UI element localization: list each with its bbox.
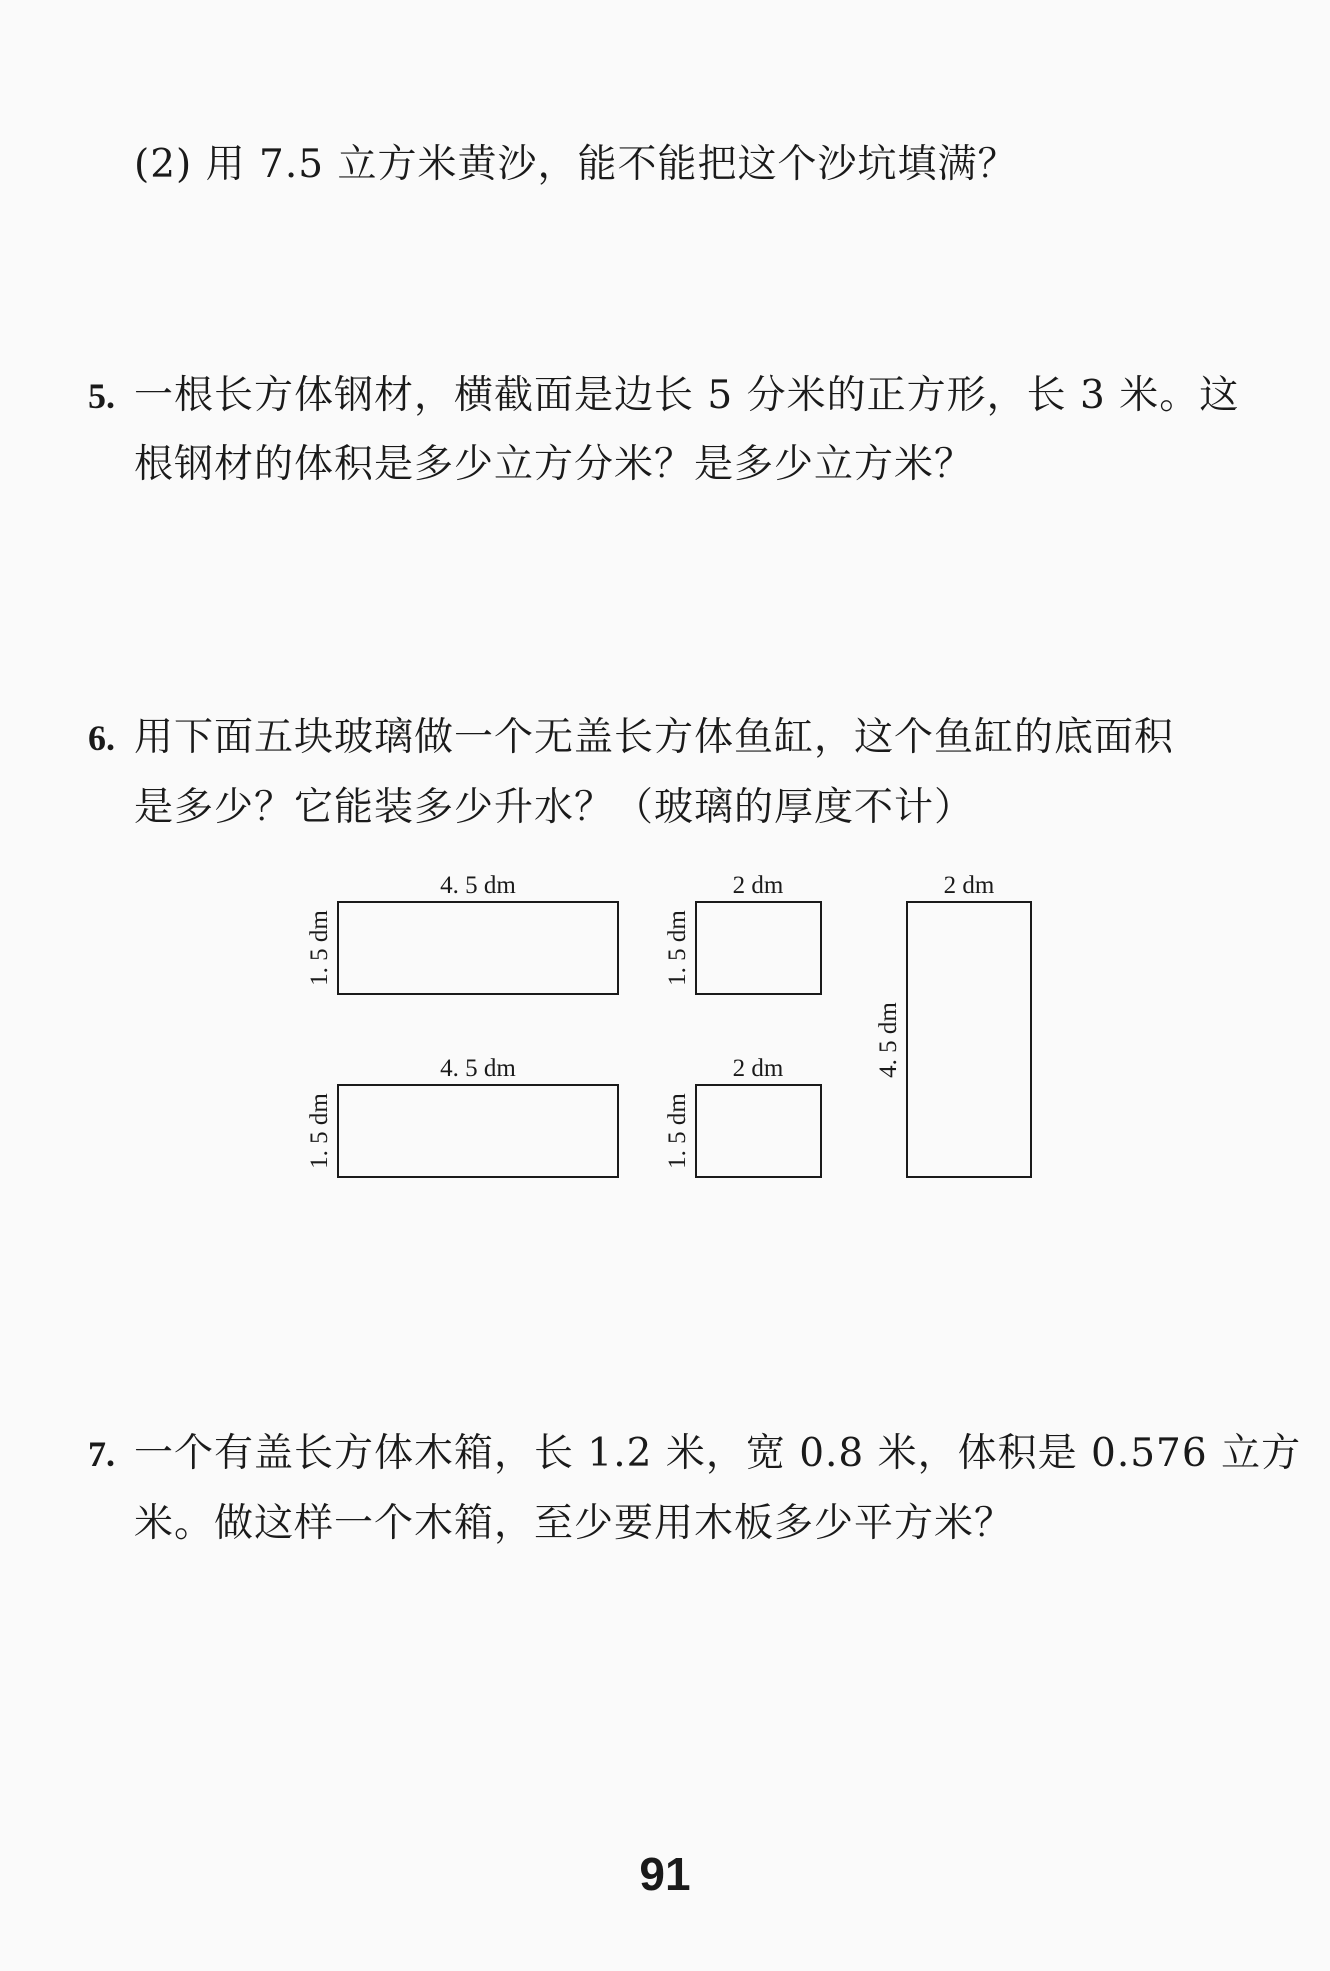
- q6-line2: 是多少？它能装多少升水？（玻璃的厚度不计）: [134, 785, 975, 830]
- panel-right-height-label: 4. 5 dm: [875, 1002, 902, 1078]
- panel-bottom-left-width-label: 4. 5 dm: [440, 1055, 516, 1082]
- panel-bottom-mid-width-label: 2 dm: [732, 1055, 784, 1082]
- panel-top-left-height-label: 1. 5 dm: [306, 910, 333, 986]
- panel-top-mid-width-label: 2 dm: [732, 872, 784, 899]
- q7-line2: 米。做这样一个木箱，至少要用木板多少平方米？: [134, 1501, 1015, 1546]
- panel-top-mid-height-label: 1. 5 dm: [664, 910, 691, 986]
- panel-right-width-label: 2 dm: [943, 872, 995, 899]
- q6-line1: 用下面五块玻璃做一个无盖长方体鱼缸，这个鱼缸的底面积: [134, 715, 1175, 760]
- q6-number: 6.: [88, 718, 115, 758]
- q7-number: 7.: [88, 1434, 115, 1474]
- q7-line1: 一个有盖长方体木箱，长 1.2 米，宽 0.8 米，体积是 0.576 立方: [134, 1431, 1302, 1476]
- panel-top-left: [306, 872, 618, 994]
- panel-top-left-width-label: 4. 5 dm: [440, 872, 516, 899]
- q5-line2: 根钢材的体积是多少立方分米？是多少立方米？: [134, 442, 975, 487]
- panel-bottom-mid: [664, 1055, 821, 1177]
- panel-top-mid: [664, 872, 821, 994]
- panel-bottom-left-height-label: 1. 5 dm: [306, 1093, 333, 1169]
- q4-part2-text: (2) 用 7.5 立方米黄沙，能不能把这个沙坑填满？: [134, 142, 1018, 187]
- q5-line1: 一根长方体钢材，横截面是边长 5 分米的正方形，长 3 米。这: [134, 373, 1240, 418]
- panel-right: [875, 872, 1031, 1177]
- panel-bottom-left: [306, 1055, 618, 1177]
- page-number: 91: [639, 1848, 691, 1900]
- panel-bottom-mid-height-label: 1. 5 dm: [664, 1093, 691, 1169]
- q5-number: 5.: [88, 376, 115, 416]
